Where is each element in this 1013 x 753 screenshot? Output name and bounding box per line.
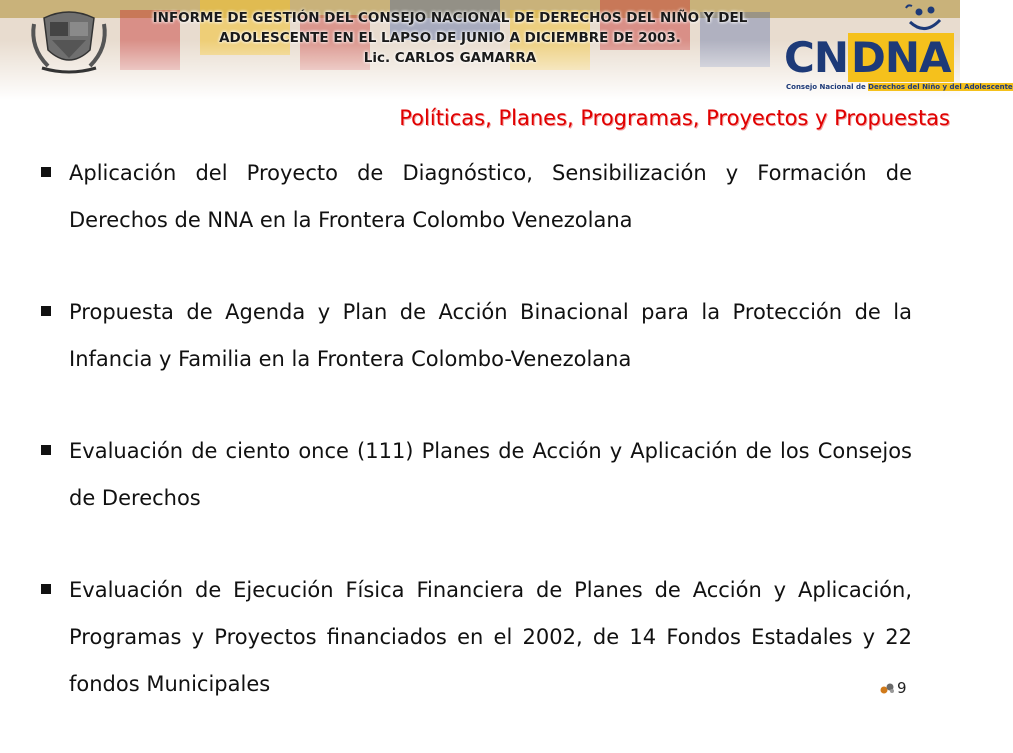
cndna-logo bbox=[780, 0, 1013, 100]
slide-header bbox=[0, 0, 1013, 100]
logo-cn-text: CN bbox=[784, 33, 848, 82]
logo-dna-text: DNA bbox=[848, 33, 954, 82]
list-item bbox=[40, 428, 912, 522]
header-line: Lic. CARLOS GAMARRA bbox=[363, 50, 537, 66]
list-item bbox=[40, 150, 912, 244]
header-line: INFORME DE GESTIÓN DEL CONSEJO NACIONAL DE DERECHOS DEL NIÑO Y DEL bbox=[152, 10, 748, 26]
logo-caption bbox=[786, 83, 1013, 91]
square-bullet-icon bbox=[41, 445, 51, 455]
section-title: Políticas, Planes, Programas, Proyectos y Propuestas bbox=[399, 106, 950, 130]
square-bullet-icon bbox=[41, 306, 51, 316]
report-header-title bbox=[120, 8, 780, 68]
list-item-text: Evaluación de Ejecución Física Financiera de Planes de Acción y Aplicación, Programas y Proyectos financiados en el 2002, de 14 Fondos Estadales y 22 fondos Municipales bbox=[69, 578, 912, 696]
page-number-text: 9 bbox=[897, 679, 907, 697]
list-item-text: Evaluación de ciento once (111) Planes de Acción y Aplicación de los Consejos de Derechos bbox=[69, 439, 912, 510]
logo-wordmark bbox=[784, 33, 954, 82]
venezuela-coat-of-arms-icon bbox=[28, 4, 110, 76]
list-item-text: Aplicación del Proyecto de Diagnóstico, Sensibilización y Formación de Derechos de NNA en la Frontera Colombo Venezolana bbox=[69, 161, 912, 232]
header-line: ADOLESCENTE EN EL LAPSO DE JUNIO A DICIEMBRE DE 2003. bbox=[219, 30, 681, 46]
list-item bbox=[40, 289, 912, 383]
dots-icon bbox=[880, 682, 896, 694]
bullet-list bbox=[40, 150, 912, 753]
square-bullet-icon bbox=[41, 584, 51, 594]
list-item bbox=[40, 567, 912, 708]
logo-caption-prefix: Consejo Nacional de bbox=[786, 83, 869, 91]
page-number bbox=[880, 678, 907, 698]
square-bullet-icon bbox=[41, 167, 51, 177]
logo-caption-highlight: Derechos del Niño y del Adolescente bbox=[868, 83, 1013, 91]
list-item-text: Propuesta de Agenda y Plan de Acción Binacional para la Protección de la Infancia y Familia en la Frontera Colombo-Venezolana bbox=[69, 300, 912, 371]
